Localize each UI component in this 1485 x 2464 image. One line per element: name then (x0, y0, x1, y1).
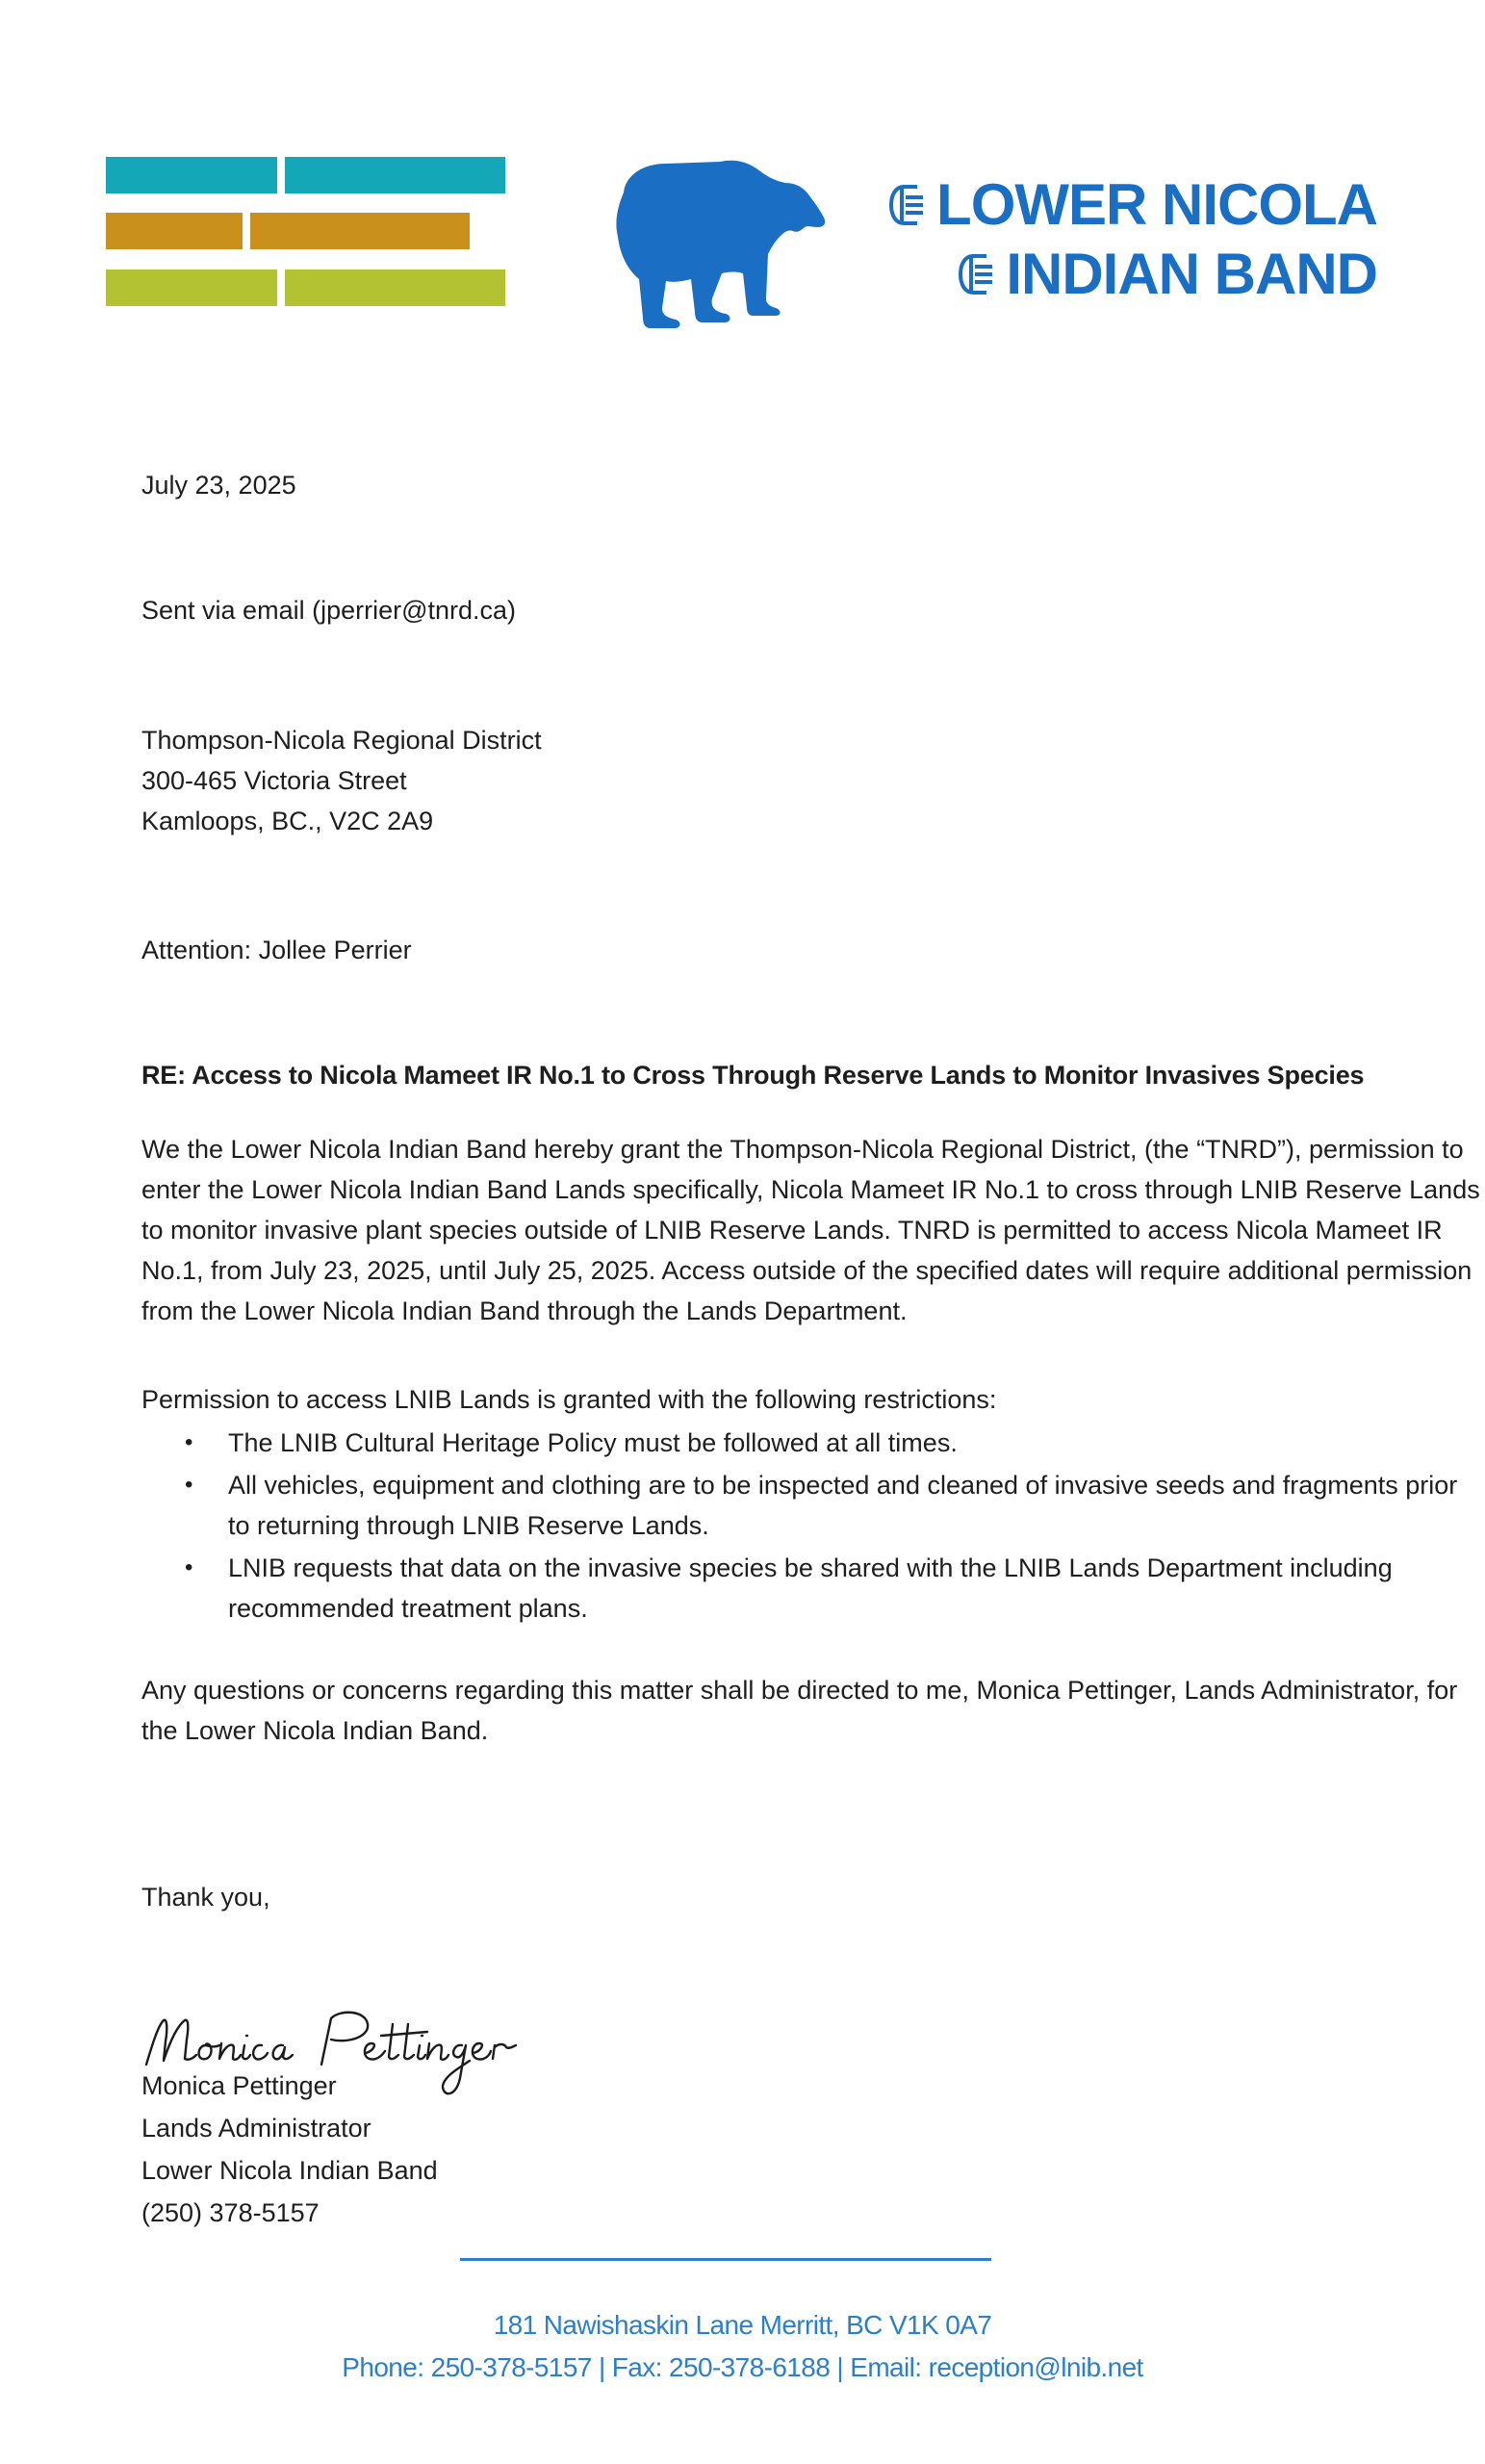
paragraph-line: from the Lower Nicola Indian Band through the Lands Department. (141, 1296, 908, 1325)
wordmark-line-2 (958, 242, 1377, 306)
bullet-glyph: • (185, 1554, 193, 1580)
footer-divider (460, 2258, 991, 2261)
recipient-line: Kamloops, BC., V2C 2A9 (141, 807, 434, 835)
paragraph-line: the Lower Nicola Indian Band. (141, 1716, 489, 1745)
wordmark-text-line-2: INDIAN BAND (1006, 242, 1377, 306)
wordmark-glyph-icon (958, 252, 998, 296)
paragraph-line: to monitor invasive plant species outside of LNIB Reserve Lands. TNRD is permitted to access Nicola Mameet IR (141, 1216, 1443, 1245)
paragraph-line: No.1, from July 23, 2025, until July 25, 2025. Access outside of the specified dates will require additional permission (141, 1256, 1472, 1285)
wordmark-line-1 (888, 172, 1377, 237)
paragraph-line: enter the Lower Nicola Indian Band Lands specifically, Nicola Mameet IR No.1 to cross through LNIB Reserve Lands (141, 1175, 1480, 1204)
signer-organization: Lower Nicola Indian Band (141, 2156, 438, 2185)
attention-line: Attention: Jollee Perrier (141, 936, 412, 964)
stripe-segment (106, 270, 277, 306)
stripe-row-gold (106, 213, 505, 249)
wordmark-text-line-1: LOWER NICOLA (936, 172, 1377, 237)
list-item (141, 1423, 1412, 1463)
permission-paragraph (141, 1129, 1480, 1331)
bullet-glyph: • (185, 1429, 193, 1455)
recipient-line: Thompson-Nicola Regional District (141, 726, 542, 755)
list-item (141, 1548, 1412, 1629)
list-item-text: to returning through LNIB Reserve Lands. (228, 1511, 709, 1540)
closing-line: Thank you, (141, 1883, 270, 1912)
list-item (141, 1465, 1458, 1546)
letter-date: July 23, 2025 (141, 471, 296, 500)
footer-contact: Phone: 250-378-5157 | Fax: 250-378-6188 | Email: reception@lnib.net (342, 2352, 1143, 2382)
list-item-text: The LNIB Cultural Heritage Policy must be followed at all times. (228, 1428, 958, 1457)
subject-line: RE: Access to Nicola Mameet IR No.1 to Cross Through Reserve Lands to Monitor Invasives Species (141, 1061, 1365, 1090)
signer-name: Monica Pettinger (141, 2071, 337, 2100)
stripe-row-green (106, 270, 505, 306)
restrictions-intro: Permission to access LNIB Lands is granted with the following restrictions: (141, 1385, 997, 1414)
stripe-segment (106, 157, 277, 193)
paragraph-line: We the Lower Nicola Indian Band hereby grant the Thompson-Nicola Regional District, (the “TNRD”), permission to (141, 1135, 1464, 1164)
band-wordmark (861, 172, 1400, 311)
recipient-line: 300-465 Victoria Street (141, 766, 407, 795)
letterhead-stripes (106, 157, 505, 309)
sent-via-line: Sent via email (jperrier@tnrd.ca) (141, 596, 517, 625)
list-item-text: All vehicles, equipment and clothing are to be inspected and cleaned of invasive seeds and fragments prior (228, 1471, 1458, 1500)
bear-icon (606, 154, 828, 332)
restrictions-list (141, 1423, 1458, 1630)
stripe-segment (285, 270, 505, 306)
stripe-segment (106, 213, 243, 249)
stripe-segment (250, 213, 470, 249)
footer-address: 181 Nawishaskin Lane Merritt, BC V1K 0A7 (493, 2310, 992, 2340)
list-item-text: LNIB requests that data on the invasive species be shared with the LNIB Lands Department including (228, 1553, 1393, 1582)
bullet-glyph: • (185, 1472, 193, 1498)
signer-title: Lands Administrator (141, 2114, 371, 2143)
stripe-segment (285, 157, 505, 193)
wordmark-glyph-icon (888, 183, 929, 227)
stripe-row-teal (106, 157, 505, 193)
list-item-text: recommended treatment plans. (228, 1594, 588, 1623)
signer-phone: (250) 378-5157 (141, 2198, 320, 2227)
paragraph-line: Any questions or concerns regarding this matter shall be directed to me, Monica Pettinger, Lands Administrator, for (141, 1676, 1458, 1705)
contact-paragraph (141, 1670, 1458, 1751)
